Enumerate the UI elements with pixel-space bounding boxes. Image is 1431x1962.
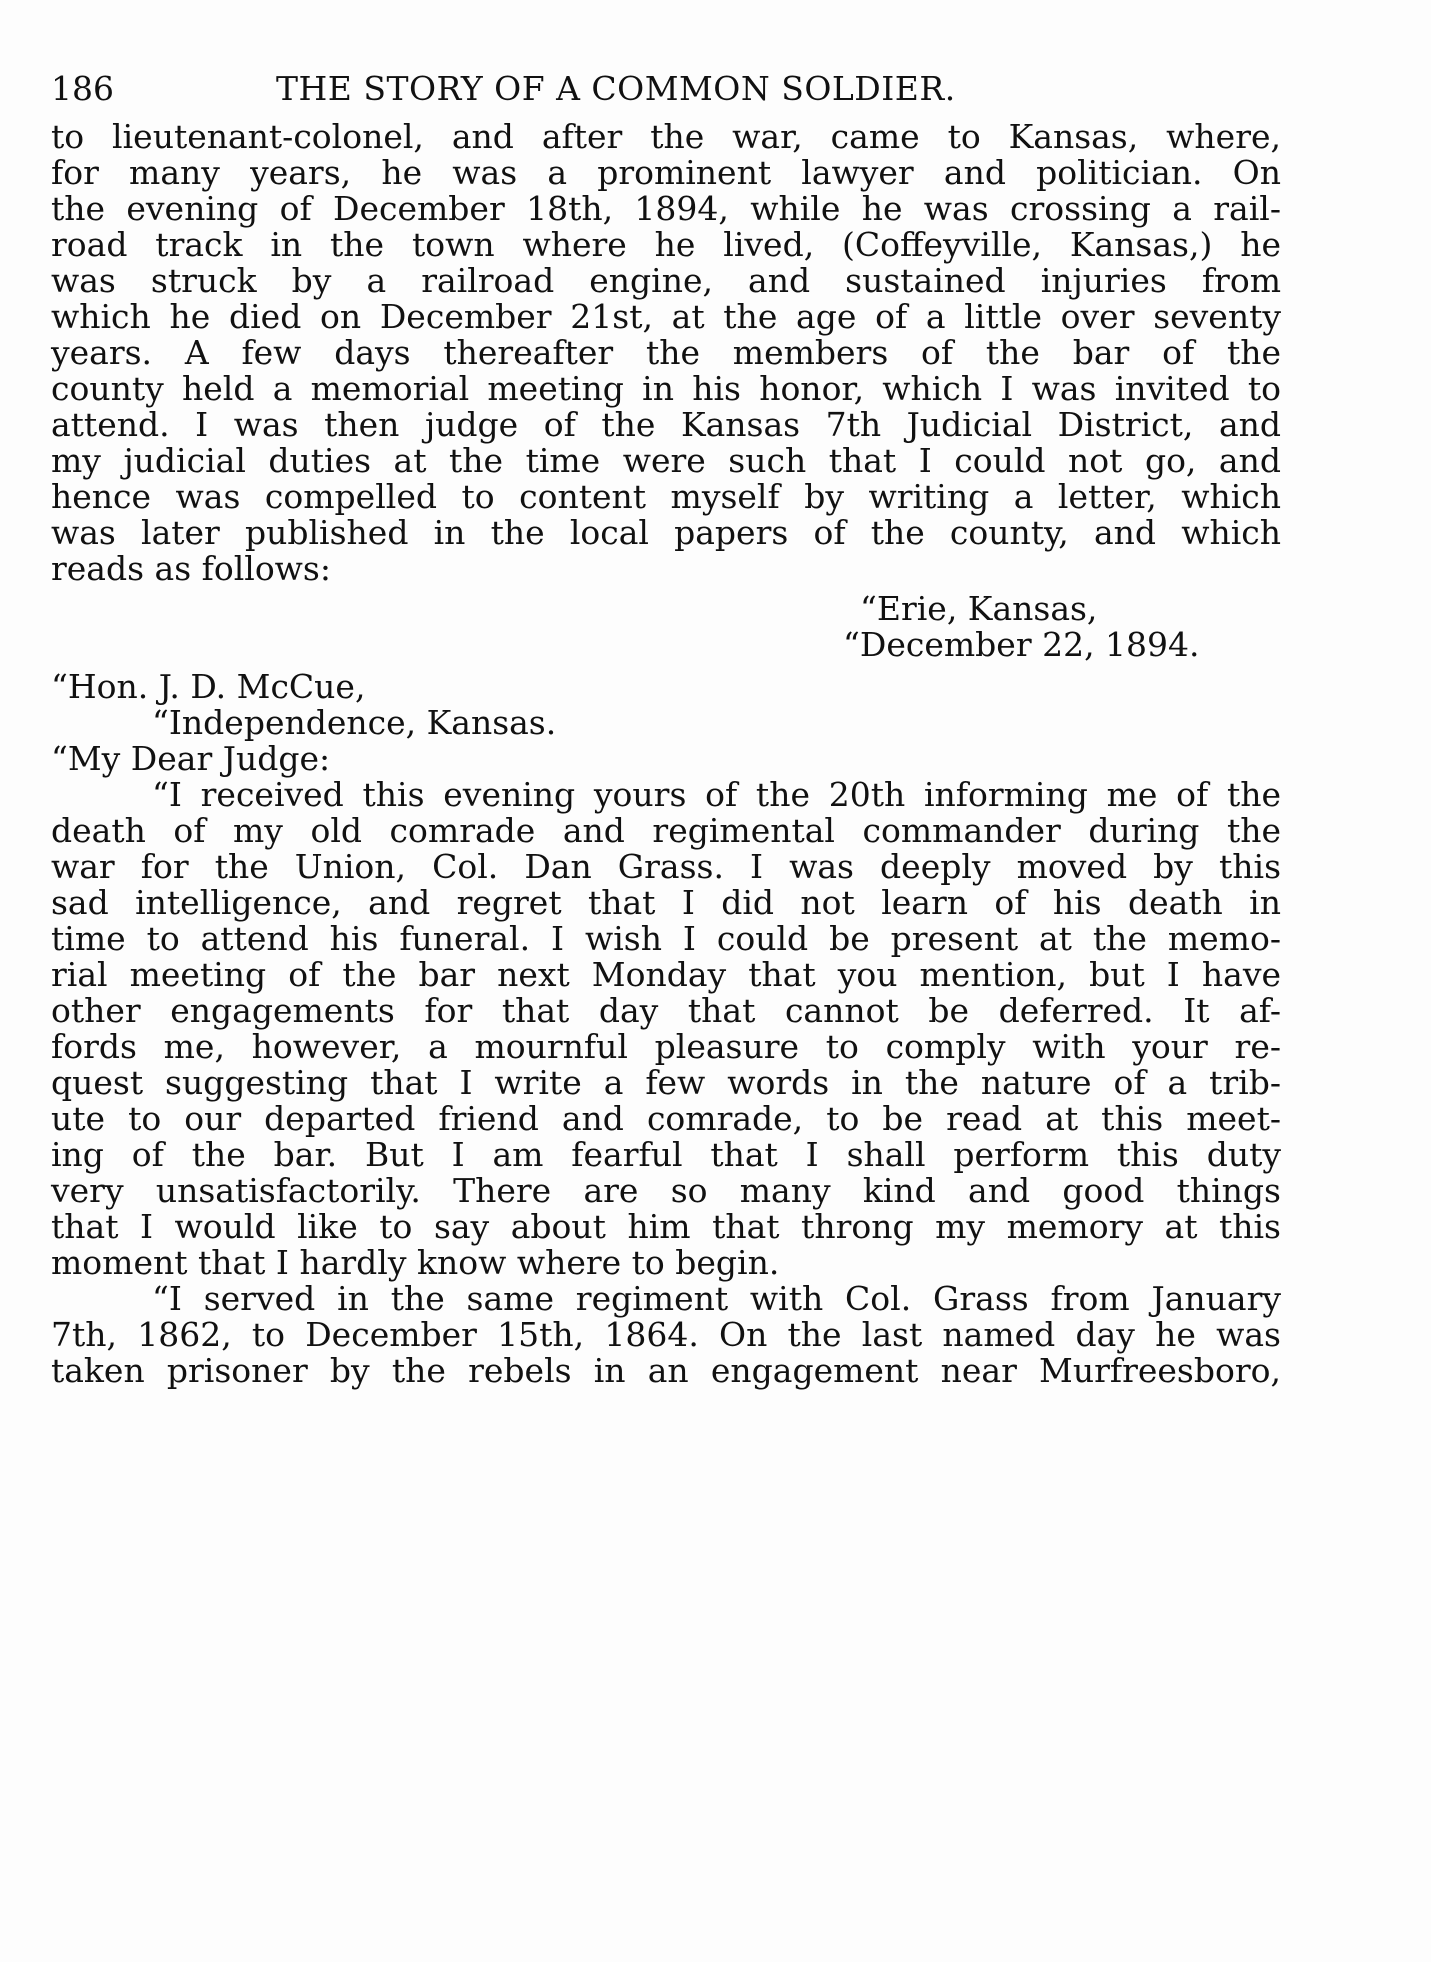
text-line: fords me, however, a mournful pleasure to comply with your re- <box>51 1027 1281 1066</box>
text-line: very unsatisfactorily. There are so many kind and good things <box>51 1171 1281 1210</box>
text-line: time to attend his funeral. I wish I could be present at the memo- <box>51 919 1281 958</box>
letter-addressee: “Hon. J. D. McCue, <box>51 667 366 706</box>
page-number: 186 <box>51 69 114 108</box>
text-line: was struck by a railroad engine, and sustained injuries from <box>51 261 1281 300</box>
text-line: quest suggesting that I write a few words in the nature of a trib- <box>51 1063 1281 1102</box>
text-line: sad intelligence, and regret that I did not learn of his death in <box>51 883 1281 922</box>
text-line: my judicial duties at the time were such that I could not go, and <box>51 441 1281 480</box>
text-line: attend. I was then judge of the Kansas 7th Judicial District, and <box>51 405 1281 444</box>
text-line: hence was compelled to content myself by writing a letter, which <box>51 477 1281 516</box>
text-line: that I would like to say about him that throng my memory at this <box>51 1207 1281 1246</box>
text-line: for many years, he was a prominent lawyer and politician. On <box>51 153 1281 192</box>
text-line: rial meeting of the bar next Monday that you mention, but I have <box>51 955 1281 994</box>
text-line: the evening of December 18th, 1894, while he was crossing a rail- <box>51 189 1281 228</box>
text-line: “I received this evening yours of the 20th informing me of the <box>152 775 1281 814</box>
text-line: to lieutenant-colonel, and after the war, came to Kansas, where, <box>51 117 1281 156</box>
text-line: war for the Union, Col. Dan Grass. I was deeply moved by this <box>51 847 1281 886</box>
text-line: county held a memorial meeting in his honor, which I was invited to <box>51 369 1281 408</box>
text-line: other engagements for that day that cannot be deferred. It af- <box>51 991 1281 1030</box>
text-line: road track in the town where he lived, (Coffeyville, Kansas,) he <box>51 225 1281 264</box>
letter-addressee-city: “Independence, Kansas. <box>152 703 557 742</box>
letter-date: “December 22, 1894. <box>843 625 1200 664</box>
page-header <box>51 64 1281 114</box>
text-line: 7th, 1862, to December 15th, 1864. On the last named day he was <box>51 1315 1281 1354</box>
text-line: death of my old comrade and regimental commander during the <box>51 811 1281 850</box>
text-line: ute to our departed friend and comrade, to be read at this meet- <box>51 1099 1281 1138</box>
text-line: which he died on December 21st, at the age of a little over seventy <box>51 297 1281 336</box>
letter-salutation: “My Dear Judge: <box>51 739 331 778</box>
text-line: years. A few days thereafter the members of the bar of the <box>51 333 1281 372</box>
text-line: taken prisoner by the rebels in an engagement near Murfreesboro, <box>51 1351 1281 1390</box>
text-line: moment that I hardly know where to begin. <box>51 1243 780 1282</box>
text-line: reads as follows: <box>51 549 331 588</box>
text-line: ing of the bar. But I am fearful that I shall perform this duty <box>51 1135 1281 1174</box>
running-title: THE STORY OF A COMMON SOLDIER. <box>276 69 956 108</box>
letter-place: “Erie, Kansas, <box>860 589 1098 628</box>
text-line: was later published in the local papers of the county, and which <box>51 513 1281 552</box>
text-line: “I served in the same regiment with Col. Grass from January <box>152 1279 1281 1318</box>
